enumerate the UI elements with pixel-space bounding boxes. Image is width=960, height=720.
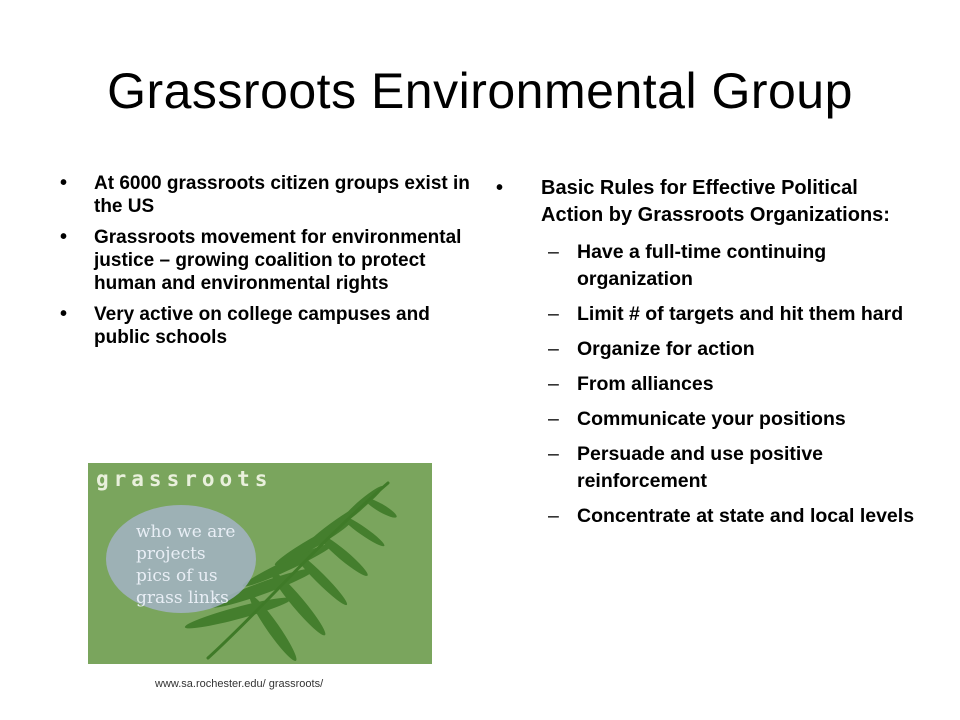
grassroots-website-image [88,463,432,664]
oval-line-3: pics of us [136,566,218,586]
rules-heading: • Basic Rules for Effective Political Action by Grassroots Organizations: [496,175,916,229]
grassroots-logo: grassroots [96,467,273,491]
rule-item-4: – From alliances [496,371,916,398]
source-url: www.sa.rochester.edu/ grassroots/ [155,678,324,690]
left-bullet-1: • At 6000 grassroots citizen groups exist in the US [60,172,470,218]
oval-line-4: grass links [136,588,229,608]
rule-item-2: – Limit # of targets and hit them hard [496,301,916,328]
rule-item-3: – Organize for action [496,336,916,363]
left-bullet-2: • Grassroots movement for environmental justice – growing coalition to protect human and environmental rights [60,226,470,295]
oval-line-2: projects [136,544,206,564]
oval-line-1: who we are [136,522,236,542]
rule-item-7: – Concentrate at state and local levels [496,503,916,530]
slide-title: Grassroots Environmental Group [107,63,853,119]
menu-oval-text [136,521,235,609]
left-bullet-3: • Very active on college campuses and public schools [60,303,470,349]
rule-item-6: – Persuade and use positive reinforcement [496,441,916,495]
left-bullet-list [60,172,470,357]
rule-item-5: – Communicate your positions [496,406,916,433]
rule-item-1: – Have a full-time continuing organization [496,239,916,293]
right-bullet-list [496,175,916,538]
